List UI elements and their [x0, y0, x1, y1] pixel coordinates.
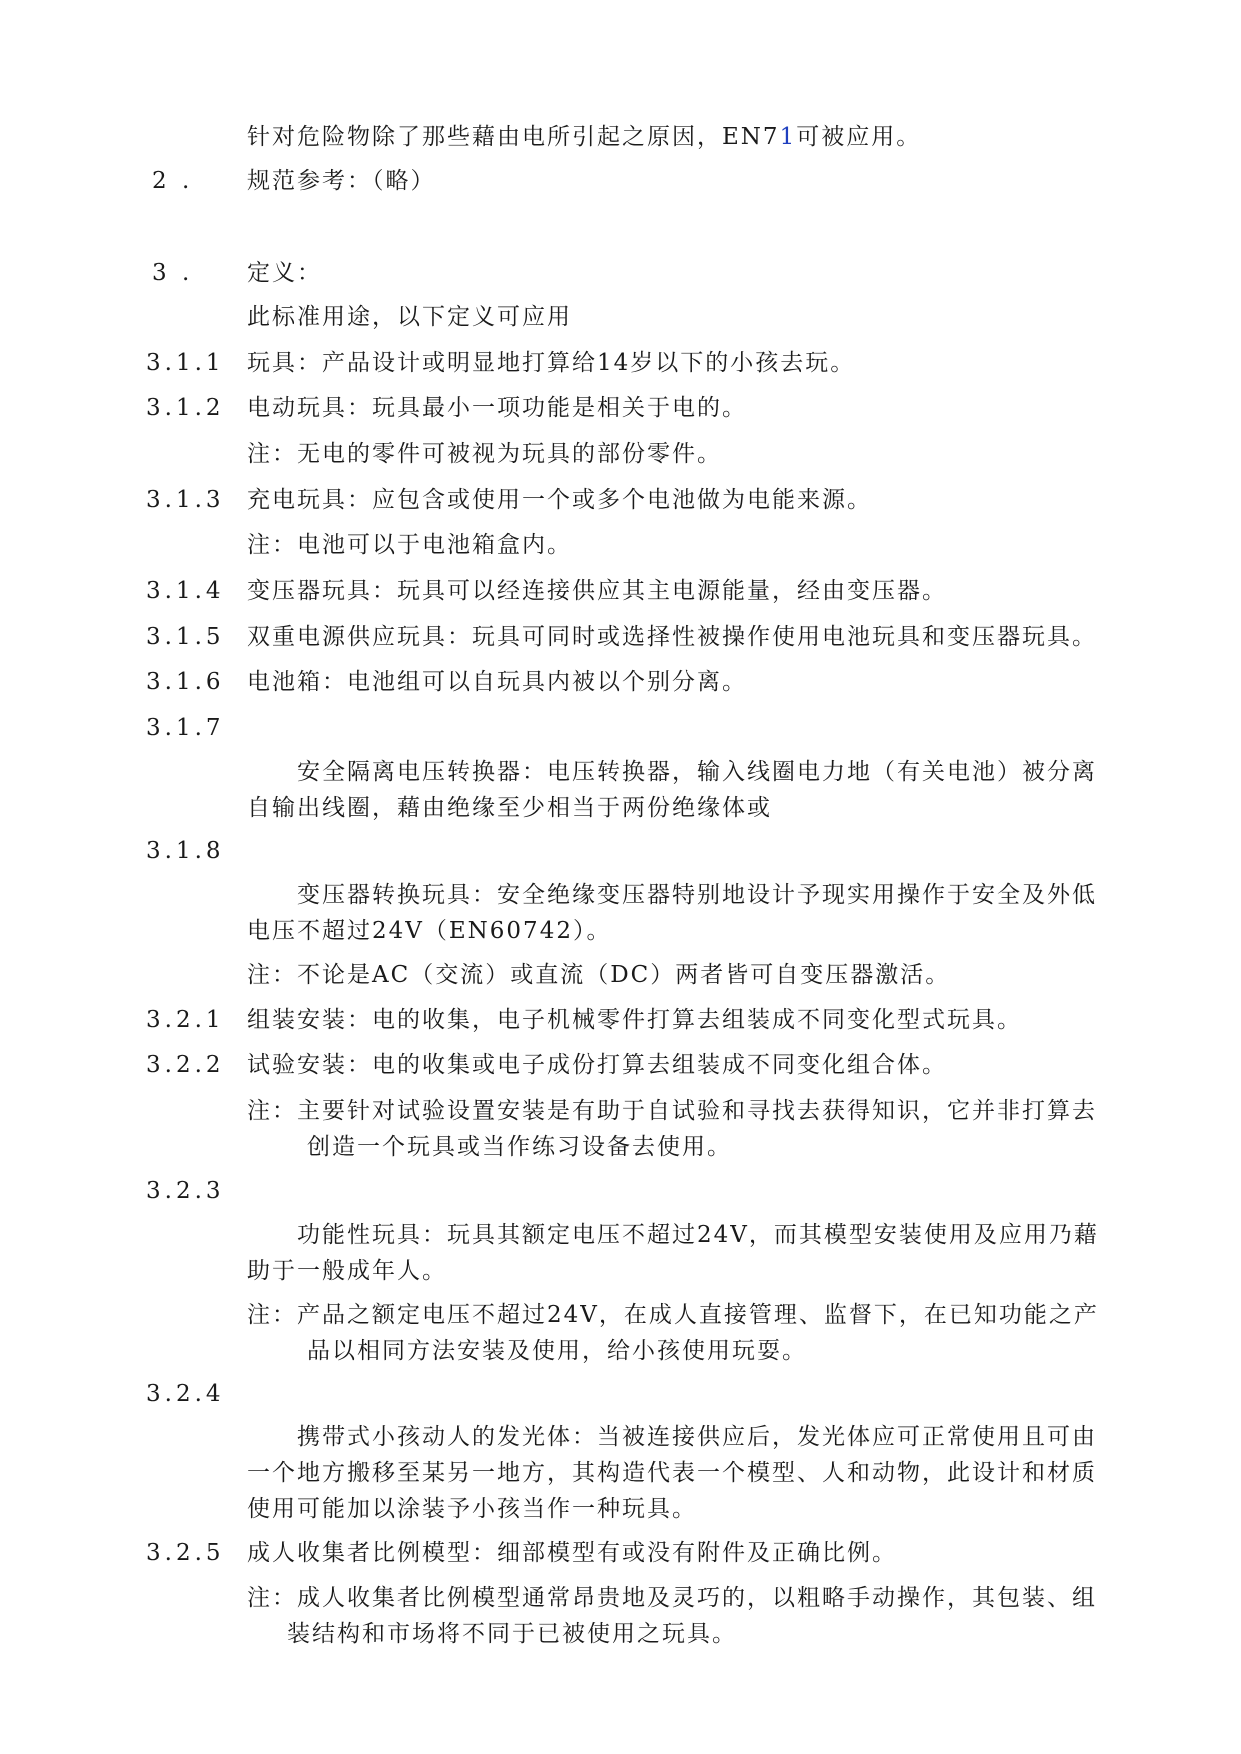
clause-text-318-line1: 变压器转换玩具：安全绝缘变压器特别地设计予现实用操作于安全及外低 [297, 882, 1097, 908]
clause-text-323-line2: 助于一般成年人。 [247, 1258, 447, 1284]
clause-text-321: 组装安装：电的收集，电子机械零件打算去组装成不同变化型式玩具。 [247, 1007, 1022, 1033]
clause-text-312: 电动玩具：玩具最小一项功能是相关于电的。 [247, 395, 747, 421]
clause-number-316: 3.1.6 [146, 669, 225, 695]
clause-number-322: 3.2.2 [146, 1052, 225, 1078]
clause-text-315: 双重电源供应玩具：玩具可同时或选择性被操作使用电池玩具和变压器玩具。 [247, 624, 1097, 650]
clause-text-325: 成人收集者比例模型：细部模型有或没有附件及正确比例。 [247, 1540, 897, 1566]
clause-text-317-line2: 自输出线圈，藉由绝缘至少相当于两份绝缘体或 [247, 795, 772, 821]
clause-number-311: 3.1.1 [146, 350, 225, 376]
section-heading-2: 规范参考：（略） [247, 168, 436, 194]
intro-blue-digit: 1 [779, 124, 797, 150]
clause-text-324-line1: 携带式小孩动人的发光体：当被连接供应后，发光体应可正常使用且可由 [297, 1424, 1097, 1450]
clause-text-322: 试验安装：电的收集或电子成份打算去组装成不同变化组合体。 [247, 1052, 947, 1078]
clause-note-325-line1: 注：成人收集者比例模型通常昂贵地及灵巧的，以粗略手动操作，其包装、组 [247, 1585, 1097, 1611]
clause-text-318-line2: 电压不超过24V（EN60742）。 [247, 918, 612, 944]
clause-note-322-line1: 注：主要针对试验设置安装是有助于自试验和寻找去获得知识，它并非打算去 [247, 1098, 1097, 1124]
clause-text-316: 电池箱：电池组可以自玩具内被以个别分离。 [247, 669, 747, 695]
clause-text-311: 玩具：产品设计或明显地打算给14岁以下的小孩去玩。 [247, 350, 856, 376]
intro-line [247, 122, 921, 152]
clause-text-314: 变压器玩具：玩具可以经连接供应其主电源能量，经由变压器。 [247, 578, 947, 604]
clause-number-312: 3.1.2 [146, 395, 225, 421]
section-heading-3: 定义： [247, 260, 322, 286]
clause-text-313: 充电玩具：应包含或使用一个或多个电池做为电能来源。 [247, 487, 872, 513]
section-number-2: 2 . [152, 168, 194, 194]
clause-note-313: 注：电池可以于电池箱盒内。 [247, 532, 572, 558]
clause-number-318: 3.1.8 [146, 838, 225, 864]
clause-number-321: 3.2.1 [146, 1007, 225, 1033]
clause-note-325-line2: 装结构和市场将不同于已被使用之玩具。 [287, 1621, 737, 1647]
intro-text: 针对危险物除了那些藉由电所引起之原因，EN7 [247, 124, 780, 150]
clause-text-317-line1: 安全隔离电压转换器：电压转换器，输入线圈电力地（有关电池）被分离 [297, 759, 1097, 785]
clause-number-313: 3.1.3 [146, 487, 225, 513]
clause-number-324: 3.2.4 [146, 1381, 225, 1407]
clause-note-323-line2: 品以相同方法安装及使用，给小孩使用玩耍。 [307, 1338, 807, 1364]
intro-text-end: 可被应用。 [796, 124, 922, 150]
section-intro-3: 此标准用途，以下定义可应用 [247, 304, 572, 330]
clause-note-323-line1: 注：产品之额定电压不超过24V，在成人直接管理、监督下，在已知功能之产 [247, 1302, 1099, 1328]
clause-note-318: 注：不论是AC（交流）或直流（DC）两者皆可自变压器激活。 [247, 962, 951, 988]
clause-text-323-line1: 功能性玩具：玩具其额定电压不超过24V，而其模型安装使用及应用乃藉 [297, 1222, 1099, 1248]
clause-number-325: 3.2.5 [146, 1540, 225, 1566]
clause-number-317: 3.1.7 [146, 715, 225, 741]
clause-text-324-line3: 使用可能加以涂装予小孩当作一种玩具。 [247, 1496, 697, 1522]
clause-number-314: 3.1.4 [146, 578, 225, 604]
clause-note-322-line2: 创造一个玩具或当作练习设备去使用。 [307, 1134, 732, 1160]
clause-number-315: 3.1.5 [146, 624, 225, 650]
clause-note-312: 注：无电的零件可被视为玩具的部份零件。 [247, 441, 722, 467]
clause-text-324-line2: 一个地方搬移至某另一地方，其构造代表一个模型、人和动物，此设计和材质 [247, 1460, 1097, 1486]
clause-number-323: 3.2.3 [146, 1178, 225, 1204]
section-number-3: 3 . [152, 260, 194, 286]
